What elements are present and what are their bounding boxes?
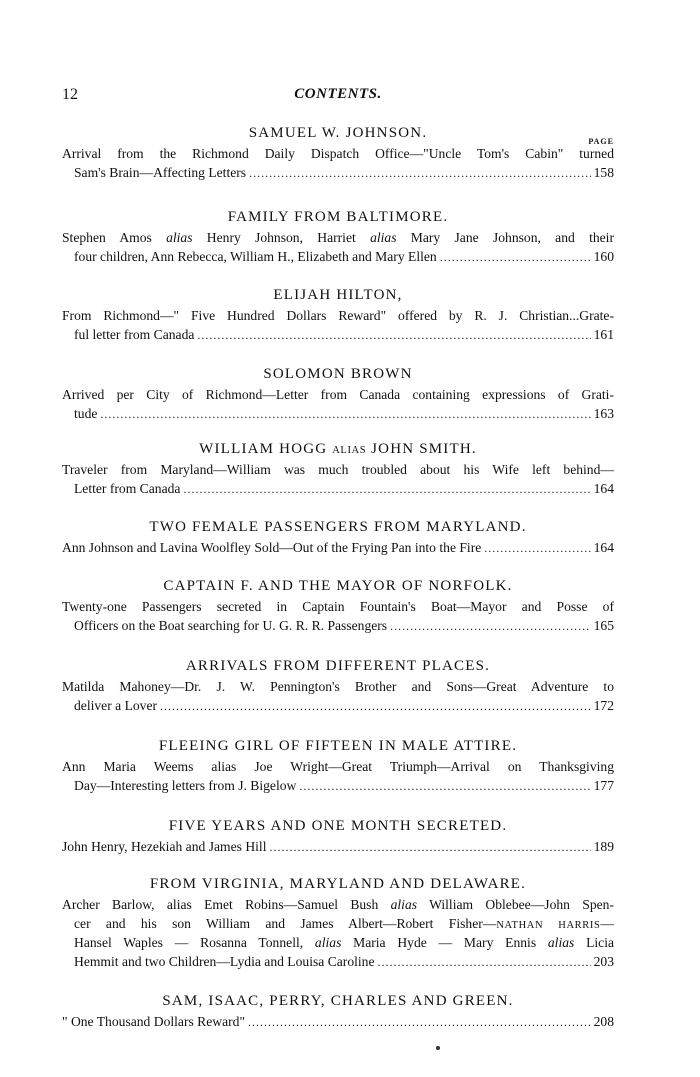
section-entry [62, 460, 614, 498]
entry-line: Traveler from Maryland—William was much troubled about his Wife left behind— [62, 462, 614, 477]
entry-text: Ann Johnson and Lavina Woolfley Sold—Out of the Frying Pan into the Fire [62, 540, 482, 555]
section-title: ARRIVALS FROM DIFFERENT PLACES. [185, 658, 491, 674]
entry-text: Day—Interesting letters from J. Bigelow [74, 778, 297, 793]
section-title: SAMUEL W. JOHNSON. [248, 125, 428, 141]
contents-section [62, 285, 614, 344]
page-ref: 164 [593, 540, 614, 555]
ink-speck [436, 1046, 440, 1050]
contents-section [62, 364, 614, 423]
page-ref: 164 [593, 481, 614, 496]
section-title: FROM VIRGINIA, MARYLAND AND DELAWARE. [149, 876, 527, 892]
section-title: TWO FEMALE PASSENGERS FROM MARYLAND. [149, 519, 527, 535]
entry-text: Hansel Waples — Rosanna Tonnell, [74, 935, 315, 950]
dot-leader [249, 164, 591, 182]
page-ref: 158 [593, 165, 614, 180]
contents-section [62, 816, 614, 856]
dot-leader [269, 838, 590, 856]
entry-last-line [62, 837, 614, 856]
entry-text: Sam's Brain—Affecting Letters [74, 165, 247, 180]
entry-text: — [600, 916, 614, 931]
entry-text: Stephen Amos [62, 230, 167, 245]
entry-text: deliver a Lover [74, 698, 158, 713]
entry-text: John Henry, Hezekiah and James Hill [62, 839, 267, 854]
entry-last-line [62, 163, 614, 182]
entry-last-line [62, 247, 614, 266]
contents-section [62, 439, 614, 498]
section-entry [62, 306, 614, 344]
entry-text: Officers on the Boat searching for U. G. R. R. Passengers [74, 618, 388, 633]
section-entry [62, 1012, 614, 1031]
page-header [62, 86, 614, 108]
entry-last-line [62, 616, 614, 635]
contents-section [62, 656, 614, 715]
entry-last-line [62, 538, 614, 557]
entry-line: From Richmond—" Five Hundred Dollars Reward" offered by R. J. Christian...Grate- [62, 308, 614, 323]
entry-last-line [62, 1012, 614, 1031]
section-entry [62, 144, 614, 182]
section-entry [62, 895, 614, 971]
dot-leader [197, 326, 590, 344]
entry-line: Arrived per City of Richmond—Letter from Canada containing expressions of Grati- [62, 387, 614, 402]
page-ref: 189 [593, 839, 614, 854]
title-text: WILLIAM HOGG [199, 441, 333, 457]
section-entry [62, 677, 614, 715]
entry-text: " One Thousand Dollars Reward" [62, 1014, 245, 1029]
alias-word: alias [166, 230, 193, 245]
entry-text: ful letter from Canada [74, 327, 195, 342]
page-column-label: PAGE [588, 137, 614, 146]
section-title: SAM, ISAAC, PERRY, CHARLES AND GREEN. [162, 993, 514, 1009]
section-title [62, 439, 614, 460]
entry-text: tude [74, 406, 98, 421]
entry-text: cer and his son William and James Albert—Robert Fisher— [74, 916, 497, 931]
section-entry [62, 837, 614, 856]
section-entry [62, 597, 614, 635]
section-entry [62, 538, 614, 557]
page-ref: 177 [593, 778, 614, 793]
contents-section [62, 123, 614, 182]
dot-leader [484, 539, 590, 557]
dot-leader [378, 953, 591, 971]
title-text: JOHN SMITH. [366, 441, 477, 457]
dot-leader [248, 1013, 591, 1031]
alias-word: ALIAS [332, 445, 367, 456]
entry-line [62, 914, 614, 933]
alias-word: alias [314, 935, 342, 950]
section-title: FAMILY FROM BALTIMORE. [227, 209, 449, 225]
dot-leader [299, 777, 590, 795]
entry-line: Ann Maria Weems alias Joe Wright—Great Triumph—Arrival on Thanksgiving [62, 759, 614, 774]
page-ref: 160 [593, 249, 614, 264]
page-number: 12 [62, 86, 78, 103]
entry-text: William Oblebee—John Spen- [417, 897, 614, 912]
entry-text: Letter from Canada [74, 481, 181, 496]
section-title: CAPTAIN F. AND THE MAYOR OF NORFOLK. [163, 578, 513, 594]
page-ref: 172 [593, 698, 614, 713]
contents-section [62, 576, 614, 635]
page-ref: 165 [593, 618, 614, 633]
alias-word: alias [547, 935, 575, 950]
contents-section [62, 736, 614, 795]
entry-text: Hemmit and two Children—Lydia and Louisa Caroline [74, 954, 375, 969]
entry-last-line [62, 952, 614, 971]
page-ref: 161 [593, 327, 614, 342]
section-entry [62, 228, 614, 266]
page-ref: 163 [593, 406, 614, 421]
entry-line [62, 228, 614, 247]
section-entry [62, 757, 614, 795]
section-entry [62, 385, 614, 423]
running-title: CONTENTS. [294, 86, 382, 102]
entry-line: Arrival from the Richmond Daily Dispatch Office—"Uncle Tom's Cabin" turned [62, 146, 614, 161]
entry-text: Licia [574, 935, 614, 950]
alias-word: alias [370, 230, 397, 245]
entry-line: Matilda Mahoney—Dr. J. W. Pennington's Brother and Sons—Great Adventure to [62, 679, 614, 694]
entry-text: Maria Hyde — Mary Ennis [341, 935, 548, 950]
small-caps-name: NATHAN HARRIS [496, 920, 601, 931]
entry-line [62, 933, 614, 952]
dot-leader [440, 248, 591, 266]
section-title: SOLOMON BROWN [263, 366, 413, 382]
entry-last-line [62, 696, 614, 715]
entry-text: Henry Johnson, Harriet [192, 230, 371, 245]
page-ref: 208 [593, 1014, 614, 1029]
dot-leader [183, 480, 590, 498]
entry-last-line [62, 776, 614, 795]
alias-word: alias [390, 897, 418, 912]
section-title: FIVE YEARS AND ONE MONTH SECRETED. [168, 818, 508, 834]
entry-text: Archer Barlow, alias Emet Robins—Samuel Bush [62, 897, 391, 912]
contents-section [62, 517, 614, 557]
contents-section [62, 874, 614, 971]
entry-last-line [62, 404, 614, 423]
page-ref: 203 [593, 954, 614, 969]
section-title: ELIJAH HILTON, [273, 287, 403, 303]
entry-last-line [62, 325, 614, 344]
contents-section [62, 207, 614, 266]
section-title: FLEEING GIRL OF FIFTEEN IN MALE ATTIRE. [158, 738, 518, 754]
contents-section [62, 991, 614, 1031]
entry-text: four children, Ann Rebecca, William H., Elizabeth and Mary Ellen [74, 249, 437, 264]
entry-text: Mary Jane Johnson, and their [396, 230, 614, 245]
dot-leader [390, 617, 591, 635]
entry-line [62, 895, 614, 914]
dot-leader [160, 697, 591, 715]
dot-leader [100, 405, 590, 423]
entry-line: Twenty-one Passengers secreted in Captain Fountain's Boat—Mayor and Posse of [62, 599, 614, 614]
entry-last-line [62, 479, 614, 498]
